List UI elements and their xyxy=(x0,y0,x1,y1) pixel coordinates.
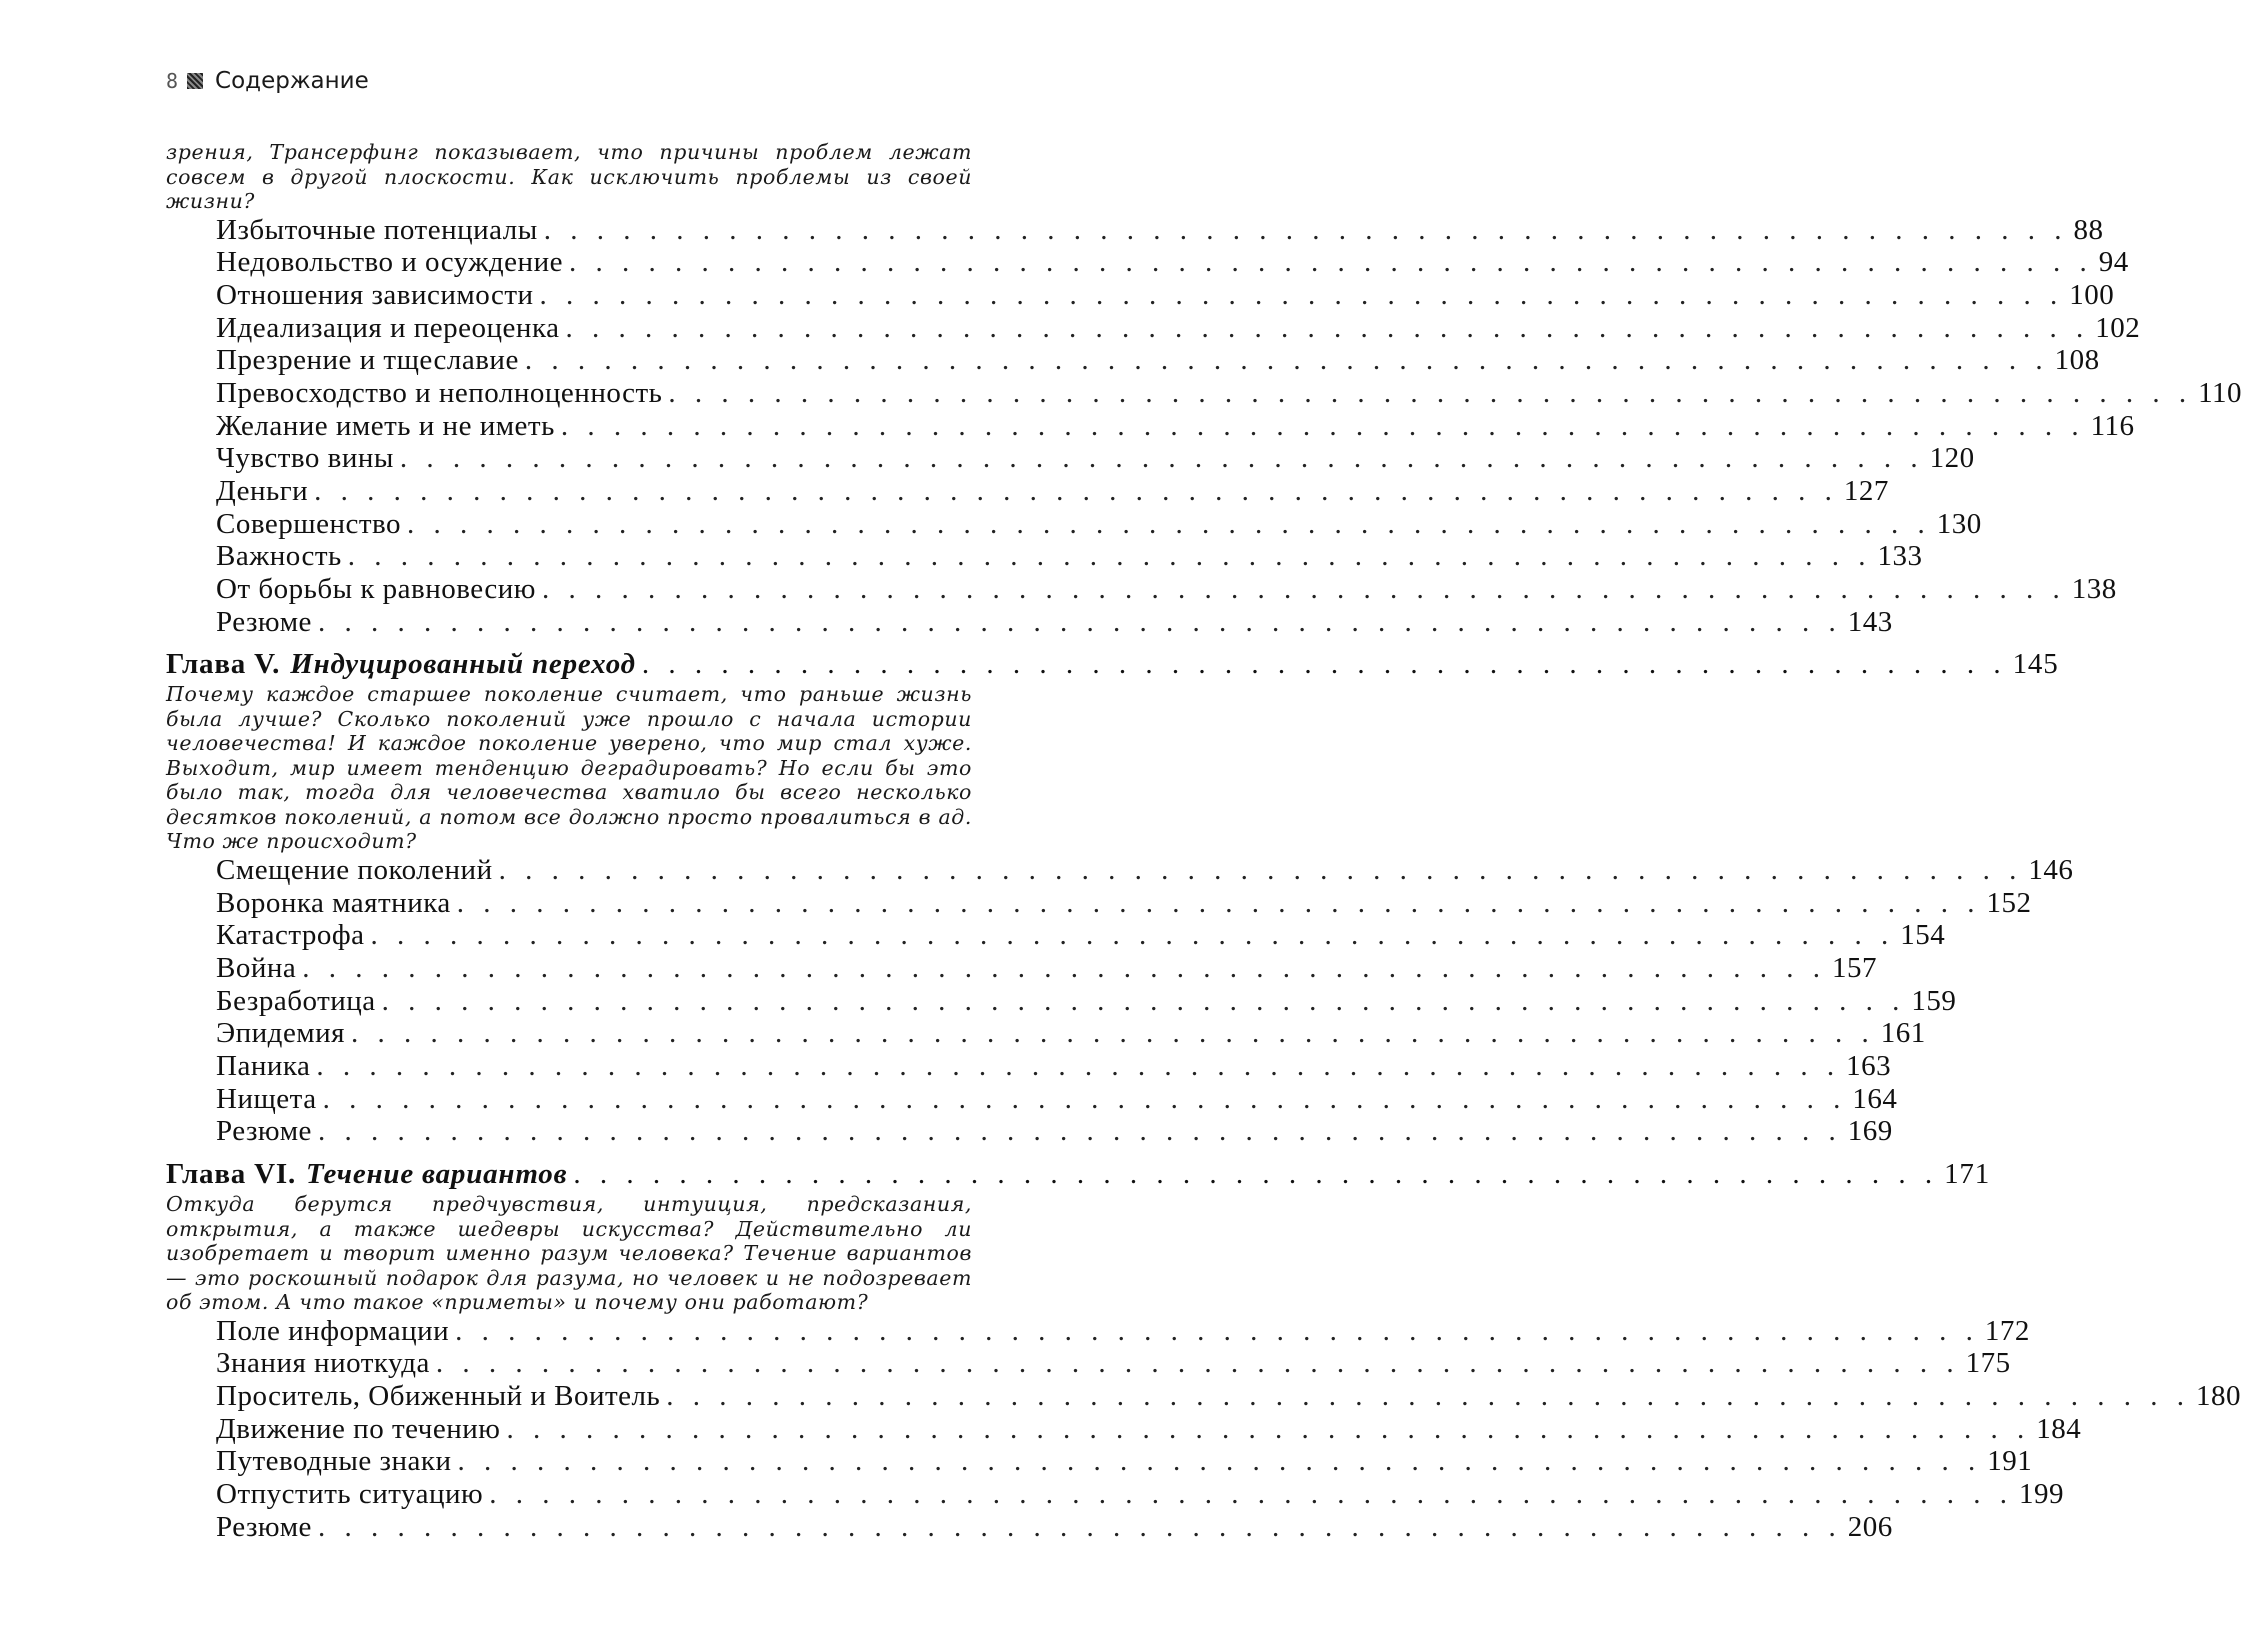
toc-entry-title: Смещение поколений xyxy=(216,853,493,886)
leader-dots: . . . . . . . . . . . . . . . . . . . . . . . . . . . . . . . . . . . . . . . . . . . . . . . . . . . . . . . . . . xyxy=(455,1314,1979,1347)
toc-entry-page: 100 xyxy=(2069,278,2115,311)
toc-entry-page: 184 xyxy=(2036,1412,2082,1445)
leader-dots: . . . . . . . . . . . . . . . . . . . . . . . . . . . . . . . . . . . . . . . . . . . . . . . . . . . . . . . . . . xyxy=(370,919,1895,952)
toc-entry-page: 130 xyxy=(1936,507,1982,540)
toc-entry[interactable] xyxy=(166,213,2104,247)
toc-entry[interactable] xyxy=(166,278,2115,312)
toc-entry[interactable] xyxy=(166,507,1982,541)
chapter-6-description: Откуда берутся предчувствия, интуиция, предсказания, открытия, а также шедевры искусства? Действительно ли изобретает и творит именно разум человека? Течение вариантов — это роскошный подарок для разума, но человек и не подозревает об этом. А что такое «приметы» и почему они работают? xyxy=(166,1192,972,1315)
toc-entry-page: 138 xyxy=(2071,573,2117,606)
toc-entry[interactable] xyxy=(166,573,2117,606)
leader-dots: . . . . . . . . . . . . . . . . . . . . . . . . . . . . . . . . . . . . . . . . . . . . . . . . . . . . . . . . . . xyxy=(539,278,2064,311)
toc-entry-title: Отношения зависимости xyxy=(216,278,534,311)
leader-dots: . . . . . . . . . . . . . . . . . . . . . . . . . . . . . . . . . . . . . . . . . . . . . . . . . . . . xyxy=(573,1158,1939,1191)
toc-entry-title: Поле информации xyxy=(216,1314,450,1347)
toc-entry-page: 172 xyxy=(1984,1314,2030,1347)
toc-entry-title: Деньги xyxy=(216,475,309,507)
toc-entry-title: От борьбы к равновесию xyxy=(216,573,536,606)
toc-entry[interactable] xyxy=(166,952,1878,985)
leader-dots: . . . . . . . . . . . . . . . . . . . . . . . . . . . . . . . . . . . . . . . . . . . . . . . . . . . . . . . . . . xyxy=(322,1082,1847,1115)
toc-entry-page: 94 xyxy=(2098,246,2129,279)
leader-dots: . . . . . . . . . . . . . . . . . . . . . . . . . . . . . . . . . . . . . . . . . . . . . . . . . . . . . . . . . . xyxy=(666,1380,2190,1412)
leader-dots: . . . . . . . . . . . . . . . . . . . . . . . . . . . . . . . . . . . . . . . . . . . . . . . . . . . . . . . . . . xyxy=(568,246,2093,279)
toc-entry-page: 133 xyxy=(1877,540,1923,573)
chapter-6-page: 171 xyxy=(1944,1158,1991,1191)
toc-entry[interactable] xyxy=(166,1115,1893,1148)
toc-entry-page: 120 xyxy=(1929,442,1975,475)
leader-dots: . . . . . . . . . . . . . . . . . . . . . . . . . . . . . . . . . . . . . . . . . . . . . . . . . . . . . . . . . . xyxy=(314,475,1838,507)
toc-entry-title: Недовольство и осуждение xyxy=(216,246,563,279)
toc-entry[interactable] xyxy=(166,984,1957,1018)
leader-dots: . . . . . . . . . . . . . . . . . . . . . . . . . . . . . . . . . . . . . . . . . . . . . . . . . . . . . . . . . . xyxy=(668,376,2193,409)
chapter-5-description: Почему каждое старшее поколение считает, что раньше жизнь была лучше? Сколько поколений уже прошло с начала истории человечества! И каждое поколение уверено, что мир стал хуже. Выходит, мир имеет тенденцию деградировать? Но если бы это было так, тогда для человечества хватило бы всего несколько десятков поколений, а потом все должно просто провалиться в ад. Что же происходит? xyxy=(166,682,972,854)
leader-dots: . . . . . . . . . . . . . . . . . . . . . . . . . . . . . . . . . . . . . . . . . . . . . . . . . . . . . . . . . . xyxy=(347,540,1872,573)
chapter-5-entries xyxy=(166,853,2074,1148)
leader-dots: . . . . . . . . . . . . . . . . . . . . . . . . . . . . . . . . . . . . . . . . . . . . . . . . . . . . . . . . . . xyxy=(317,1115,1842,1148)
toc-entry[interactable] xyxy=(166,409,2135,443)
chapter-6-entries xyxy=(166,1314,2241,1544)
toc-entry-page: 163 xyxy=(1846,1050,1892,1083)
toc-entry-title: Паника xyxy=(216,1050,311,1083)
toc-entry[interactable] xyxy=(166,1445,2033,1478)
toc-entry[interactable] xyxy=(166,311,2141,345)
toc-entry-page: 154 xyxy=(1900,919,1946,952)
toc-entry-page: 88 xyxy=(2073,213,2104,246)
toc-content xyxy=(166,140,2242,1549)
toc-entry-title: Чувство вины xyxy=(216,442,394,475)
toc-entry-page: 143 xyxy=(1847,605,1893,638)
leader-dots: . . . . . . . . . . . . . . . . . . . . . . . . . . . . . . . . . . . . . . . . . . . . . . . . . . . . . . . . . . xyxy=(316,1050,1841,1083)
toc-entry-page: 110 xyxy=(2198,376,2242,409)
chapter-5-page: 145 xyxy=(2012,648,2059,681)
chapter-5-title: Индуцированный переход xyxy=(290,648,636,681)
leader-dots: . . . . . . . . . . . . . . . . . . . . . . . . . . . . . . . . . . . . . . . . . . . . . . . . . . . . . . . . . . xyxy=(565,311,2090,344)
toc-entry-page: 127 xyxy=(1843,475,1889,507)
toc-entry-page: 175 xyxy=(1965,1347,2011,1380)
toc-entry[interactable] xyxy=(166,475,1889,508)
toc-entry[interactable] xyxy=(166,1314,2030,1348)
toc-entry[interactable] xyxy=(166,1412,2082,1446)
leader-dots: . . . . . . . . . . . . . . . . . . . . . . . . . . . . . . . . . . . . . . . . . . . . . . . . . . . . . . . . . . xyxy=(317,605,1842,638)
toc-entry[interactable] xyxy=(166,1050,1892,1083)
toc-entry-title: Движение по течению xyxy=(216,1412,501,1445)
toc-entry[interactable] xyxy=(166,1510,1893,1544)
leader-dots: . . . . . . . . . . . . . . . . . . . . . . . . . . . . . . . . . . . . . . . . . . . . . . . . . . . . . . . . . . xyxy=(317,1510,1842,1543)
leader-dots: . . . . . . . . . . . . . . . . . . . . . . . . . . . . . . . . . . . . . . . . . . . . . . . . . . . . . . . . . . xyxy=(524,344,2049,377)
toc-entry-title: Превосходство и неполноценность xyxy=(216,376,663,409)
page-number: 8 xyxy=(166,69,178,93)
toc-entry-title: Война xyxy=(216,952,297,984)
toc-entry[interactable] xyxy=(166,376,2242,410)
toc-entry[interactable] xyxy=(166,442,1975,475)
toc-entry-title: Эпидемия xyxy=(216,1017,346,1050)
toc-entry-title: Знания ниоткуда xyxy=(216,1347,430,1380)
toc-entry-page: 191 xyxy=(1987,1445,2033,1478)
toc-entry-page: 116 xyxy=(2090,409,2135,442)
toc-section-a xyxy=(166,213,2242,639)
chapter-6-heading[interactable] xyxy=(166,1156,1991,1192)
toc-entry-title: Желание иметь и не иметь xyxy=(216,409,555,442)
toc-entry-page: 206 xyxy=(1847,1510,1893,1543)
toc-entry[interactable] xyxy=(166,1082,1898,1116)
toc-entry-title: Воронка маятника xyxy=(216,886,451,919)
toc-entry-page: 180 xyxy=(2195,1380,2241,1412)
leader-dots: . . . . . . . . . . . . . . . . . . . . . . . . . . . . . . . . . . . . . . . . . . . . . . . . . . . . . . . . . . xyxy=(457,1445,1982,1478)
toc-entry-page: 164 xyxy=(1852,1082,1898,1115)
toc-entry[interactable] xyxy=(166,246,2129,279)
chapter-5-label: Глава V. xyxy=(166,648,281,681)
toc-entry-title: Презрение и тщеславие xyxy=(216,344,519,377)
toc-entry-page: 169 xyxy=(1847,1115,1893,1148)
toc-entry[interactable] xyxy=(166,605,1893,639)
toc-entry-page: 102 xyxy=(2095,311,2141,344)
leader-dots: . . . . . . . . . . . . . . . . . . . . . . . . . . . . . . . . . . . . . . . . . . . . . . . . . . . . . . . . . . xyxy=(351,1017,1875,1050)
toc-entry-page: 108 xyxy=(2054,344,2100,377)
toc-entry-page: 157 xyxy=(1832,952,1878,984)
toc-entry-title: Резюме xyxy=(216,1115,312,1148)
toc-entry[interactable] xyxy=(166,853,2074,887)
leader-dots: . . . . . . . . . . . . . . . . . . . . . . . . . . . . . . . . . . . . . . . . . . . . . . . . . . . . . . . . . . xyxy=(541,573,2066,606)
toc-entry[interactable] xyxy=(166,1347,2011,1380)
chapter-6-label: Глава VI. xyxy=(166,1158,297,1191)
intro-description: зрения, Трансерфинг показывает, что причины проблем лежат совсем в другой плоскости. Как исключить проблемы из своей жизни? xyxy=(166,140,972,213)
toc-entry-page: 152 xyxy=(1986,886,2032,919)
toc-entry[interactable] xyxy=(166,344,2100,377)
leader-dots: . . . . . . . . . . . . . . . . . . . . . . . . . . . . . . . . . . . . . . . . . . . . . . . . . . . . . . . . . . xyxy=(407,507,1931,540)
toc-entry-title: Совершенство xyxy=(216,507,401,540)
leader-dots: . . . . . . . . . . . . . . . . . . . . . . . . . . . . . . . . . . . . . . . . . . . . . . . . . . . . . . . . . . xyxy=(302,952,1827,984)
header-title: Содержание xyxy=(215,68,369,94)
toc-entry-title: Путеводные знаки xyxy=(216,1445,452,1478)
leader-dots: . . . . . . . . . . . . . . . . . . . . . . . . . . . . . . . . . . . . . . . . . . . . . . . . . . . . . . . . . . xyxy=(560,409,2085,442)
leader-dots: . . . . . . . . . . . . . . . . . . . . . . . . . . . . . . . . . . . . . . . . . . . . . . . . . . . . . . . . . . xyxy=(456,886,1981,919)
leader-dots: . . . . . . . . . . . . . . . . . . . . . . . . . . . . . . . . . . . . . . . . . . . . . . . . . . . . . . . . . . xyxy=(399,442,1924,475)
toc-entry-page: 159 xyxy=(1911,984,1957,1017)
leader-dots: . . . . . . . . . . . . . . . . . . . . . . . . . . . . . . . . . . . . . . . . . . . . . . . . . . . . xyxy=(641,648,2007,681)
toc-entry-title: Резюме xyxy=(216,1510,312,1543)
toc-entry-page: 146 xyxy=(2028,853,2074,886)
page-header xyxy=(166,68,369,94)
chapter-5-heading[interactable] xyxy=(166,646,2059,682)
toc-entry[interactable] xyxy=(166,1380,2241,1413)
toc-entry-title: Проситель, Обиженный и Воитель xyxy=(216,1380,661,1412)
leader-dots: . . . . . . . . . . . . . . . . . . . . . . . . . . . . . . . . . . . . . . . . . . . . . . . . . . . . . . . . . . xyxy=(435,1347,1960,1380)
toc-entry-title: Нищета xyxy=(216,1082,317,1115)
toc-entry-title: Безработица xyxy=(216,984,376,1017)
toc-entry-title: Резюме xyxy=(216,605,312,638)
leader-dots: . . . . . . . . . . . . . . . . . . . . . . . . . . . . . . . . . . . . . . . . . . . . . . . . . . . . . . . . . . xyxy=(506,1412,2031,1445)
toc-entry[interactable] xyxy=(166,540,1923,573)
header-square-icon xyxy=(187,73,203,89)
toc-entry-title: Катастрофа xyxy=(216,919,365,952)
toc-entry[interactable] xyxy=(166,1017,1926,1050)
toc-entry-title: Отпустить ситуацию xyxy=(216,1478,484,1511)
leader-dots: . . . . . . . . . . . . . . . . . . . . . . . . . . . . . . . . . . . . . . . . . . . . . . . . . . . . . . . . . . xyxy=(381,984,1906,1017)
toc-entry[interactable] xyxy=(166,1478,2064,1511)
leader-dots: . . . . . . . . . . . . . . . . . . . . . . . . . . . . . . . . . . . . . . . . . . . . . . . . . . . . . . . . . . xyxy=(543,213,2068,246)
toc-entry[interactable] xyxy=(166,886,2032,920)
leader-dots: . . . . . . . . . . . . . . . . . . . . . . . . . . . . . . . . . . . . . . . . . . . . . . . . . . . . . . . . . . xyxy=(498,853,2023,886)
toc-entry-title: Идеализация и переоценка xyxy=(216,311,560,344)
leader-dots: . . . . . . . . . . . . . . . . . . . . . . . . . . . . . . . . . . . . . . . . . . . . . . . . . . . . . . . . . . xyxy=(489,1478,2013,1511)
toc-entry-title: Важность xyxy=(216,540,342,573)
toc-entry-title: Избыточные потенциалы xyxy=(216,213,538,246)
toc-entry-page: 199 xyxy=(2018,1478,2064,1511)
toc-entry[interactable] xyxy=(166,919,1946,952)
toc-entry-page: 161 xyxy=(1880,1017,1926,1050)
chapter-6-title: Течение вариантов xyxy=(306,1158,568,1191)
